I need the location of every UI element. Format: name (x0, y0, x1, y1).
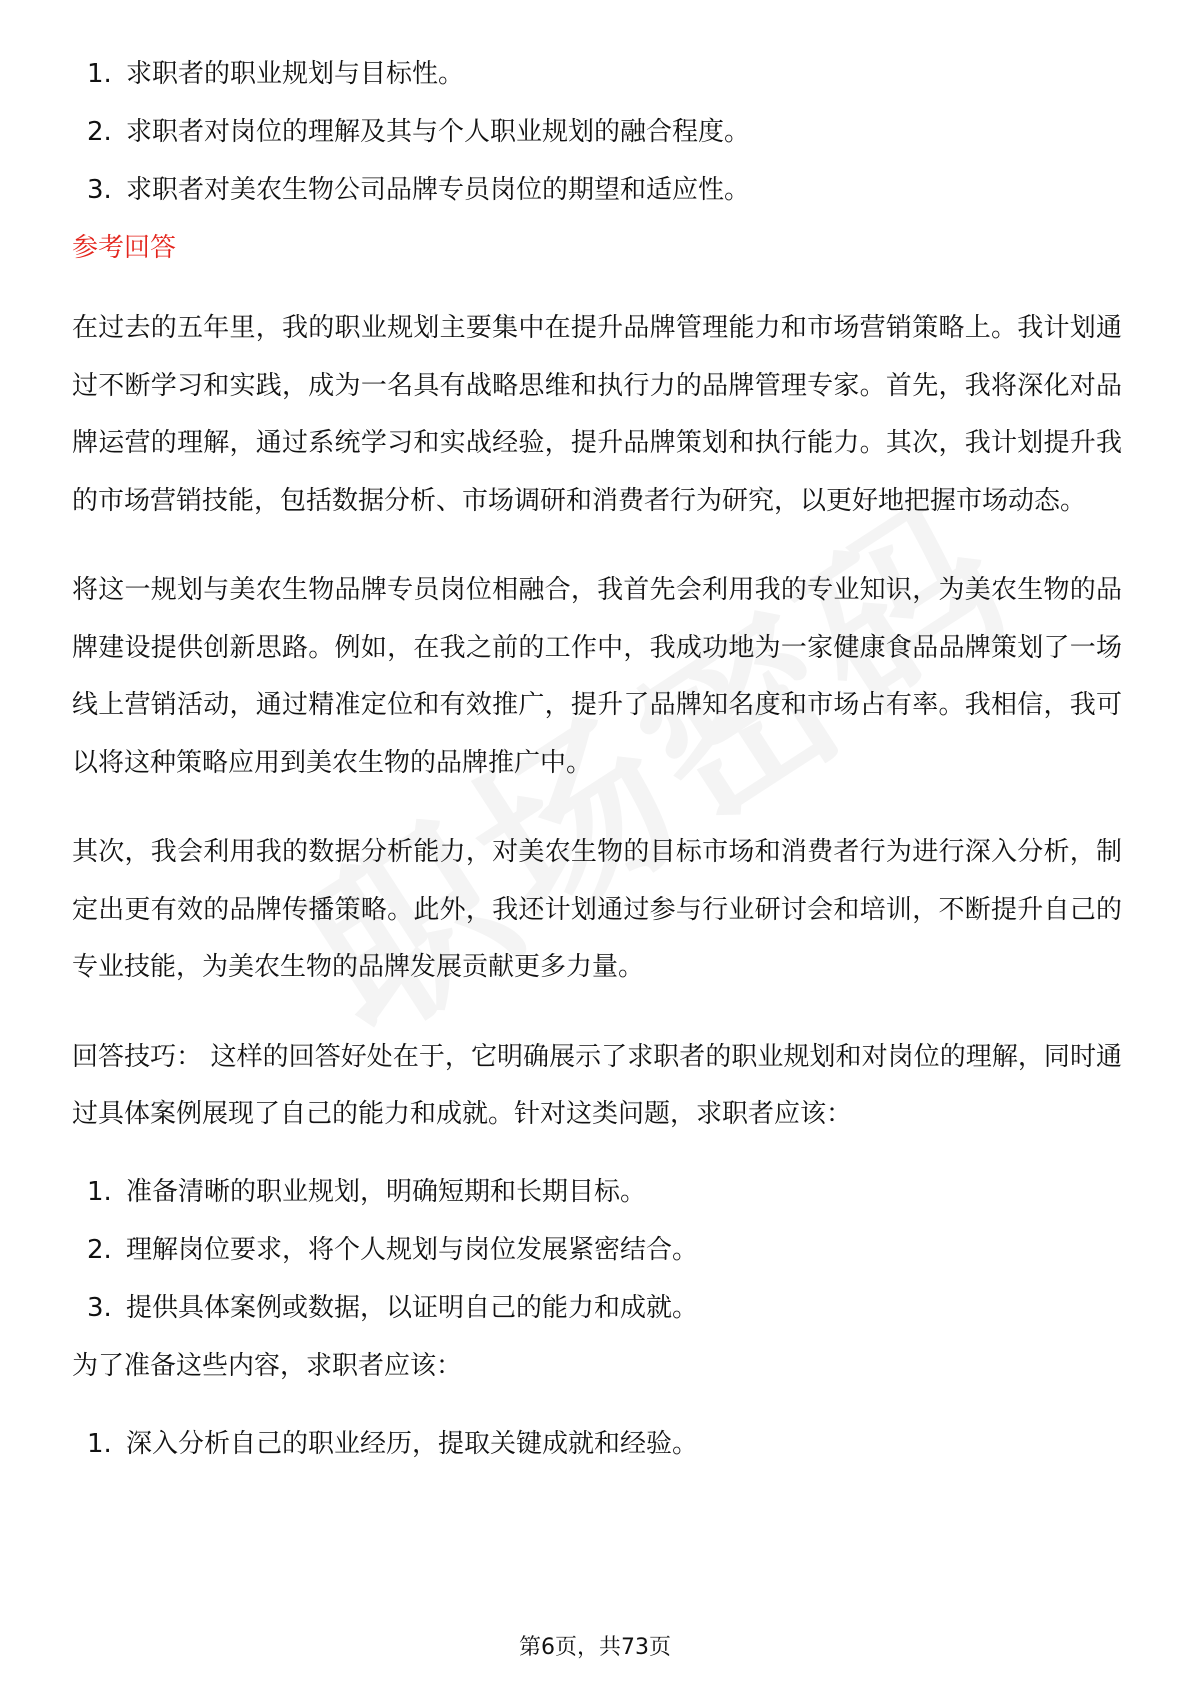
list-number: 1. (87, 1176, 112, 1207)
list-item-text: 准备清晰的职业规划，明确短期和长期目标。 (126, 1176, 647, 1207)
list-number: 2. (87, 1234, 112, 1265)
list-number: 1. (87, 59, 112, 89)
list-item-text: 深入分析自己的职业经历，提取关键成就和经验。 (126, 1428, 699, 1459)
prep-list (72, 1428, 1122, 1460)
list-item-text: 求职者对美农生物公司品牌专员岗位的期望和适应性。 (126, 175, 751, 205)
list-number: 3. (87, 175, 112, 205)
prep-intro: 为了准备这些内容，求职者应该： (72, 1350, 463, 1381)
list-item-text: 求职者对岗位的理解及其与个人职业规划的融合程度。 (126, 117, 751, 147)
list-item (72, 174, 1122, 206)
list-item (72, 1292, 1122, 1324)
answer-paragraph: 在过去的五年里，我的职业规划主要集中在提升品牌管理能力和市场营销策略上。我计划通过不断学习和实践，成为一名具有战略思维和执行力的品牌管理专家。首先，我将深化对品牌运营的理解，通过系统学习和实战经验，提升品牌策划和执行能力。其次，我计划提升我的市场营销技能，包括数据分析、市场调研和消费者行为研究，以更好地把握市场动态。 (72, 313, 1122, 516)
list-item (72, 1234, 1122, 1266)
answer-paragraph: 其次，我会利用我的数据分析能力，对美农生物的目标市场和消费者行为进行深入分析，制定出更有效的品牌传播策略。此外，我还计划通过参与行业研讨会和培训，不断提升自己的专业技能，为美农生物的品牌发展贡献更多力量。 (72, 837, 1122, 982)
tips-paragraph: 回答技巧： 这样的回答好处在于，它明确展示了求职者的职业规划和对岗位的理解，同时通过具体案例展现了自己的能力和成就。针对这类问题，求职者应该： (72, 1041, 1122, 1129)
list-number: 2. (87, 117, 112, 147)
answer-paragraph: 将这一规划与美农生物品牌专员岗位相融合，我首先会利用我的专业知识，为美农生物的品牌建设提供创新思路。例如，在我之前的工作中，我成功地为一家健康食品品牌策划了一场线上营销活动，通过精准定位和有效推广，提升了品牌知名度和市场占有率。我相信，我可以将这种策略应用到美农生物的品牌推广中。 (72, 575, 1122, 778)
page-footer: 第6页，共73页 (519, 1635, 671, 1660)
tips-list (72, 1176, 1122, 1324)
list-item-text: 求职者的职业规划与目标性。 (126, 59, 465, 89)
list-item (72, 1176, 1122, 1208)
list-item-text: 提供具体案例或数据，以证明自己的能力和成就。 (126, 1292, 699, 1323)
section-heading: 参考回答 (72, 233, 177, 263)
evaluation-points-list (72, 58, 1122, 206)
list-item (72, 1428, 1122, 1460)
list-item (72, 58, 1122, 90)
list-item (72, 116, 1122, 148)
list-number: 1. (87, 1428, 112, 1459)
page-content (72, 58, 1122, 1486)
list-item-text: 理解岗位要求，将个人规划与岗位发展紧密结合。 (126, 1234, 699, 1265)
list-number: 3. (87, 1292, 112, 1323)
